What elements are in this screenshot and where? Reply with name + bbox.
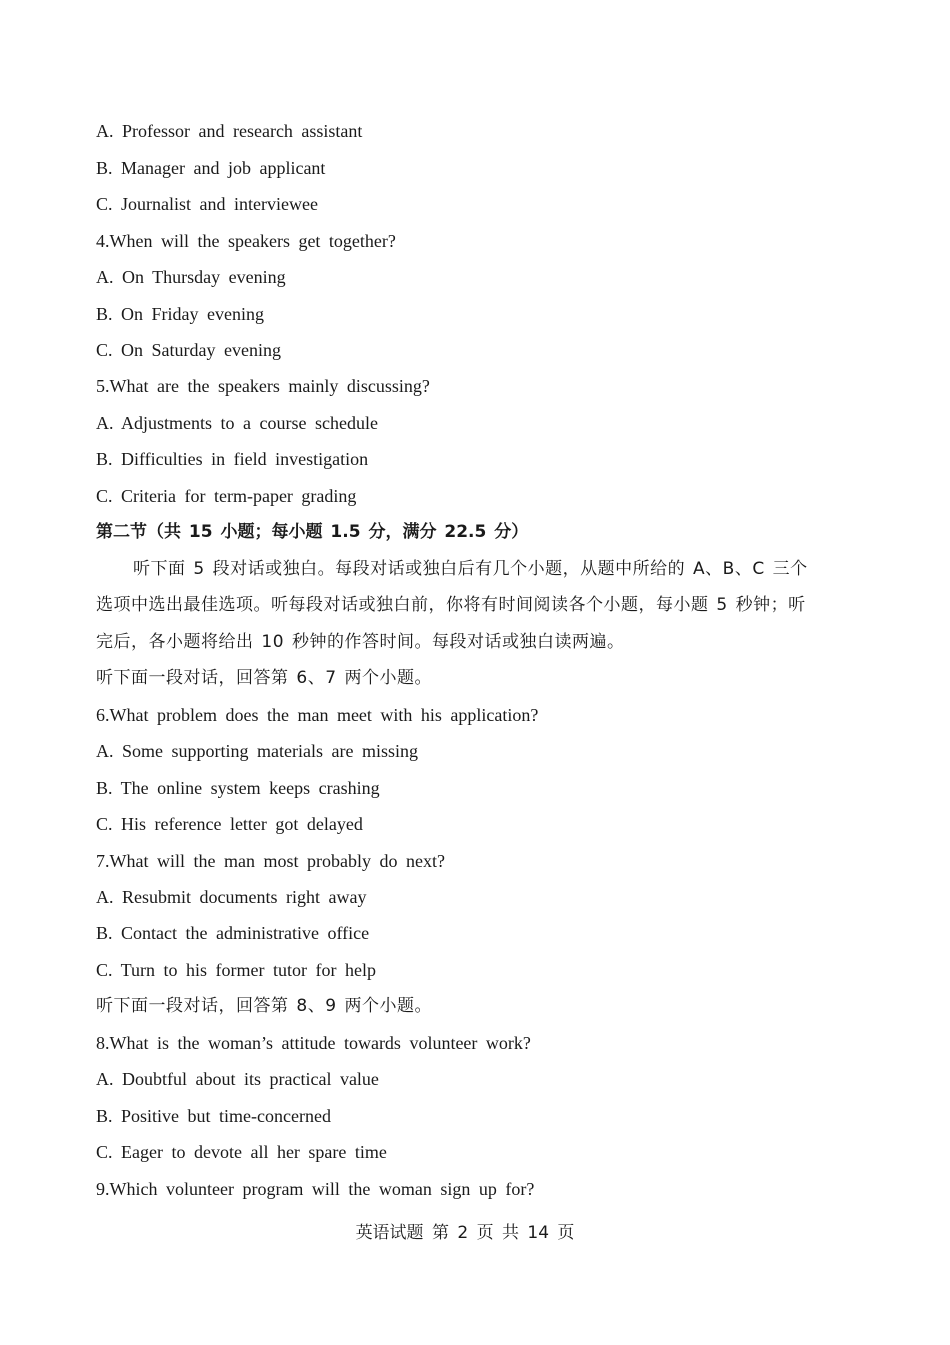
option-4b: B. On Friday evening [96,304,264,324]
option-5c: C. Criteria for term-paper grading [96,486,357,506]
question-7: 7.What will the man most probably do next? [96,851,445,871]
option-5a: A. Adjustments to a course schedule [96,413,378,433]
option-7c: C. Turn to his former tutor for help [96,960,376,980]
option-7b: B. Contact the administrative office [96,923,370,943]
dialogue-intro-8-9: 听下面一段对话，回答第 8、9 两个小题。 [96,996,432,1016]
instructions-line-3: 完后，各小题将给出 10 秒钟的作答时间。每段对话或独白读两遍。 [96,632,625,652]
question-5: 5.What are the speakers mainly discussing? [96,376,430,396]
option-4a: A. On Thursday evening [96,267,286,287]
page-footer: 英语试题 第 2 页 共 14 页 [355,1223,575,1243]
option-3a: A. Professor and research assistant [96,121,363,141]
option-8a: A. Doubtful about its practical value [96,1069,379,1089]
option-8c: C. Eager to devote all her spare time [96,1142,387,1162]
section-heading: 第二节（共 15 小题；每小题 1.5 分，满分 22.5 分） [96,522,529,542]
option-8b: B. Positive but time-concerned [96,1106,331,1126]
option-6c: C. His reference letter got delayed [96,814,363,834]
option-5b: B. Difficulties in field investigation [96,449,369,469]
option-6a: A. Some supporting materials are missing [96,741,418,761]
option-6b: B. The online system keeps crashing [96,778,380,798]
instructions-line-2: 选项中选出最佳选项。听每段对话或独白前，你将有时间阅读各个小题，每小题 5 秒钟；听 [96,595,806,615]
option-4c: C. On Saturday evening [96,340,281,360]
option-3b: B. Manager and job applicant [96,158,326,178]
question-9: 9.Which volunteer program will the woman sign up for? [96,1179,535,1199]
question-8: 8.What is the woman’s attitude towards volunteer work? [96,1033,531,1053]
instructions-line-1: 听下面 5 段对话或独白。每段对话或独白后有几个小题，从题中所给的 A、B、C 三个 [133,559,808,579]
question-6: 6.What problem does the man meet with his application? [96,705,539,725]
dialogue-intro-6-7: 听下面一段对话，回答第 6、7 两个小题。 [96,668,432,688]
option-3c: C. Journalist and interviewee [96,194,318,214]
option-7a: A. Resubmit documents right away [96,887,367,907]
question-4: 4.When will the speakers get together? [96,231,396,251]
